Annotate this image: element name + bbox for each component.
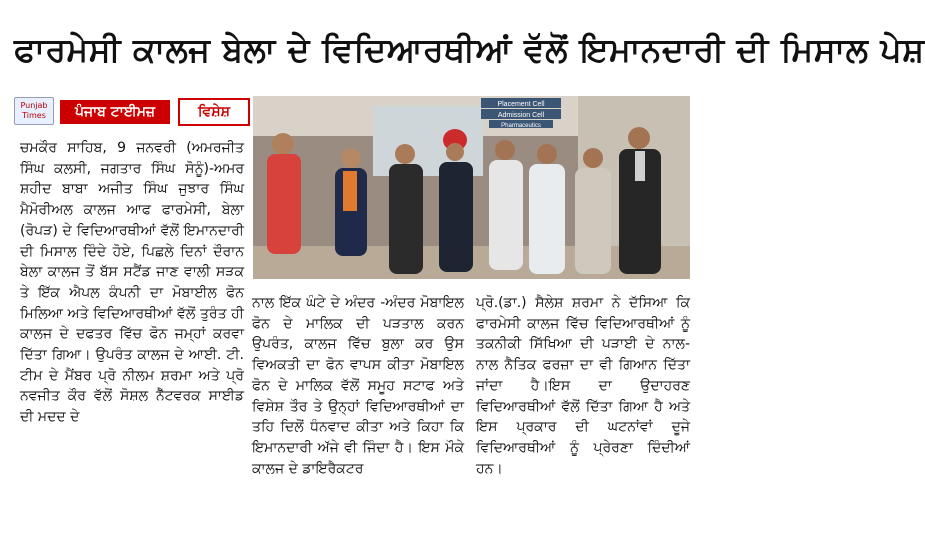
headline: ਫਾਰਮੇਸੀ ਕਾਲਜ ਬੇਲਾ ਦੇ ਵਿਦਿਆਰਥੀਆਂ ਵੱਲੋਂ ਇਮਾਨਦਾਰੀ ਦੀ ਮਿਸਾਲ ਪੇਸ਼ — [14, 30, 925, 69]
sign-pharmaceutics: Pharmaceutics — [501, 123, 541, 129]
article-column-2: ਨਾਲ ਇੱਕ ਘੰਟੇ ਦੇ ਅੰਦਰ -ਅੰਦਰ ਮੋਬਾਇਲ ਫੋਨ ਦੇ ਮਾਲਿਕ ਦੀ ਪੜਤਾਲ ਕਰਨ ਉਪਰੰਤ, ਕਾਲਜ ਵਿੱਚ ਬੁਲਾ ਕਰ ਉਸ ਵਿਅਕਤੀ ਦਾ ਫੋਨ ਵਾਪਸ ਕੀਤਾ ਮੋਬਾਇਲ ਫੋਨ ਦੇ ਮਾਲਿਕ ਵੱਲੋਂ ਸਮੂਹ ਸਟਾਫ ਅਤੇ ਵਿਸ਼ੇਸ਼ ਤੌਰ ਤੇ ਉਨ੍ਹਾਂ ਵਿਦਿਆਰਥੀਆਂ ਦਾ ਤਹਿ ਦਿਲੋਂ ਧੰਨਵਾਦ ਕੀਤਾ ਅਤੇ ਕਿਹਾ ਕਿ ਇਮਾਨਦਾਰੀ ਅੱਜੇ ਵੀ ਜਿੰਦਾ ਹੈ। ਇਸ ਮੌਕੇ ਕਾਲਜ ਦੇ ਡਾਇਰੈਕਟਰ — [252, 295, 464, 477]
news-photo — [253, 96, 690, 279]
sign-admission: Admission Cell — [497, 112, 545, 119]
sign-placement: Placement Cell — [497, 101, 545, 108]
masthead-label: ਪੰਜਾਬ ਟਾਈਮਜ਼ — [60, 100, 170, 124]
article-column-3: ਪ੍ਰੋ.(ਡਾ.) ਸੈਲੇਸ਼ ਸ਼ਰਮਾ ਨੇ ਦੱਸਿਆ ਕਿ ਫਾਰਮੇਸੀ ਕਾਲਜ ਵਿੱਚ ਵਿਦਿਆਰਥੀਆਂ ਨੂੰ ਤਕਨੀਕੀ ਸਿੱਖਿਆ ਦੀ ਪੜਾਈ ਦੇ ਨਾਲ-ਨਾਲ ਨੈਤਿਕ ਫਰਜ਼ਾ ਦਾ ਵੀ ਗਿਆਨ ਦਿੱਤਾ ਜਾਂਦਾ ਹੈ।ਇਸ ਦਾ ਉਦਾਹਰਣ ਵਿਦਿਆਰਥੀਆਂ ਵੱਲੋਂ ਦਿੱਤਾ ਗਿਆ ਹੈ ਅਤੇ ਇਸ ਪ੍ਰਕਾਰ ਦੀ ਘਟਨਾਂਵਾਂ ਦੂਜੇ ਵਿਦਿਆਰਥੀਆਂ ਨੂੰ ਪ੍ਰੇਰਣਾ ਦਿੰਦੀਆਂ ਹਨ। — [476, 295, 690, 477]
section-tag: ਵਿਸ਼ੇਸ਼ — [178, 98, 250, 126]
article-column-1: ਚਮਕੌਰ ਸਾਹਿਬ, 9 ਜਨਵਰੀ (ਅਮਰਜੀਤ ਸਿੰਘ ਕਲਸੀ, ਜਗਤਾਰ ਸਿੰਘ ਸੋਨੂੰ)-ਅਮਰ ਸ਼ਹੀਦ ਬਾਬਾ ਅਜੀਤ ਸਿੰਘ ਜੁਝਾਰ ਸਿੰਘ ਮੈਮੋਰੀਅਲ ਕਾਲਜ ਆਫ ਫਾਰਮੇਸੀ, ਬੇਲਾ (ਰੋਪੜ) ਦੇ ਵਿਦਿਆਰਥੀਆਂ ਵੱਲੋਂ ਇਮਾਨਦਾਰੀ ਦੀ ਮਿਸਾਲ ਦਿੰਦੇ ਹੋਏ, ਪਿਛਲੇ ਦਿਨਾਂ ਦੌਰਾਨ ਬੇਲਾ ਕਾਲਜ ਤੋਂ ਬੱਸ ਸਟੈਂਡ ਜਾਣ ਵਾਲੀ ਸੜਕ ਤੇ ਇੱਕ ਐਪਲ ਕੰਪਨੀ ਦਾ ਮੋਬਾਈਲ ਫੋਨ ਮਿਲਿਆ ਅਤੇ ਵਿਦਿਆਰਥੀਆਂ ਵੱਲੋਂ ਤੁਰੰਤ ਹੀ ਕਾਲਜ ਦੇ ਦਫਤਰ ਵਿੱਚ ਫੋਨ ਜਮ੍ਹਾਂ ਕਰਵਾ ਦਿੱਤਾ ਗਿਆ। ਉਪਰੰਤ ਕਾਲਜ ਦੇ ਆਈ. ਟੀ. ਟੀਮ ਦੇ ਮੈਂਬਰ ਪ੍ਰੋ ਨੀਲਮ ਸ਼ਰਮਾ ਅਤੇ ਪ੍ਰੋ ਨਵਜੀਤ ਕੌਰ ਵੱਲੋਂ ਸੋਸ਼ਲ ਨੈੱਟਵਰਕ ਸਾਈਡ ਦੀ ਮਦਦ ਦੇ — [20, 140, 244, 426]
newspaper-logo: Punjab Times — [14, 97, 54, 125]
